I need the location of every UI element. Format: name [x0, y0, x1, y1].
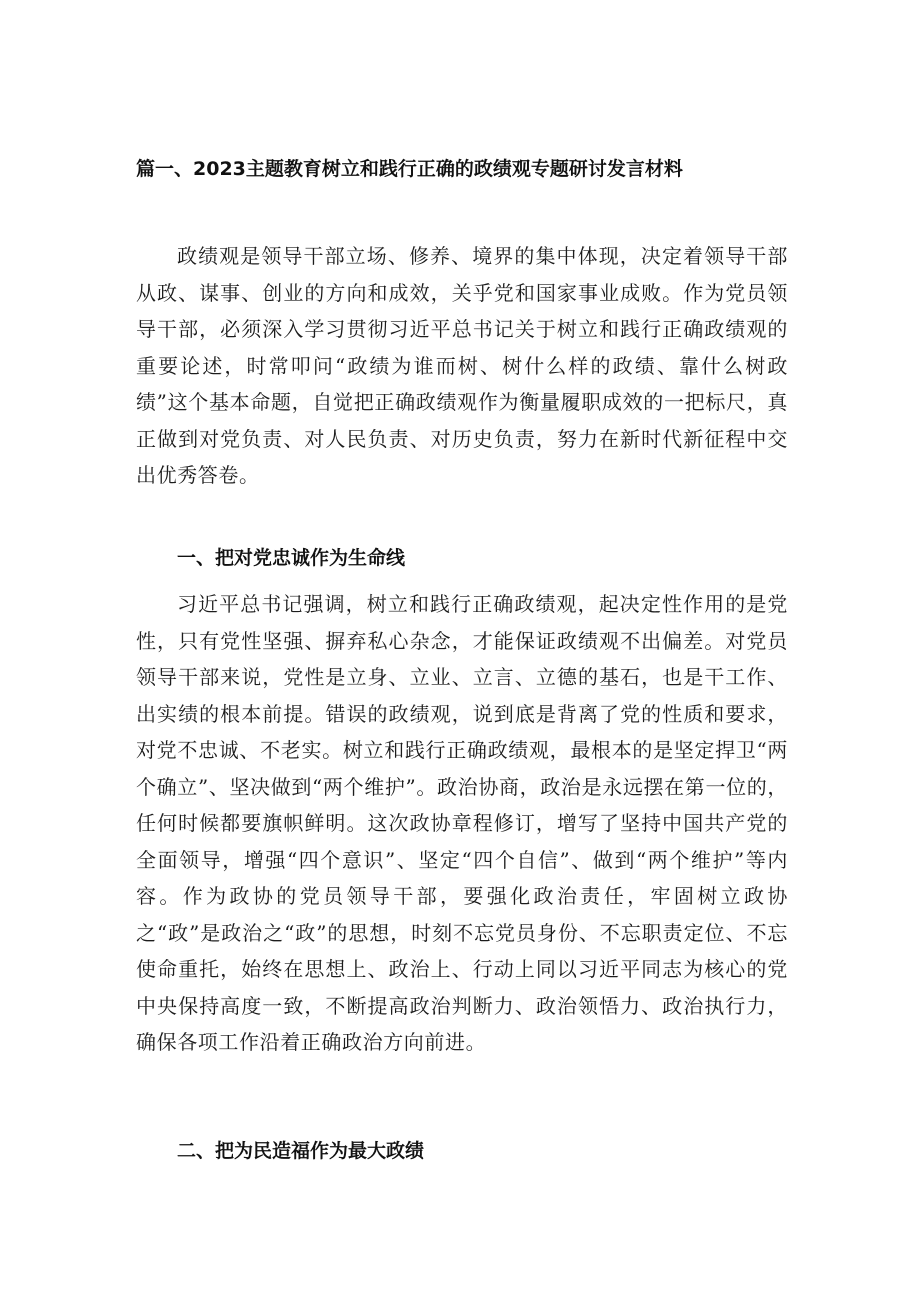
document-title: 篇一、2023主题教育树立和践行正确的政绩观专题研讨发言材料 [136, 158, 683, 180]
section-heading-1: 一、把对党忠诚作为生命线 [177, 547, 406, 569]
intro-paragraph: 政绩观是领导干部立场、修养、境界的集中体现，决定着领导干部从政、谋事、创业的方向和成效，关乎党和国家事业成败。作为党员领导干部，必须深入学习贯彻习近平总书记关于树立和践行正确政绩观的重要论述，时常叩问“政绩为谁而树、树什么样的政绩、靠什么树政绩”这个基本命题，自觉把正确政绩观作为衡量履职成效的一把标尺，真正做到对党负责、对人民负责、对历史负责，努力在新时代新征程中交出优秀答卷。 [136, 244, 788, 487]
section-heading-2: 二、把为民造福作为最大政绩 [177, 1140, 425, 1162]
section-1-paragraph: 习近平总书记强调，树立和践行正确政绩观，起决定性作用的是党性，只有党性坚强、摒弃私心杂念，才能保证政绩观不出偏差。对党员领导干部来说，党性是立身、立业、立言、立德的基石，也是干工作、出实绩的根本前提。错误的政绩观，说到底是背离了党的性质和要求，对党不忠诚、不老实。树立和践行正确政绩观，最根本的是坚定捍卫“两个确立”、坚决做到“两个维护”。政治协商，政治是永远摆在第一位的，任何时候都要旗帜鲜明。这次政协章程修订，增写了坚持中国共产党的全面领导，增强“四个意识”、坚定“四个自信”、做到“两个维护”等内容。作为政协的党员领导干部，要强化政治责任，牢固树立政协之“政”是政治之“政”的思想，时刻不忘党员身份、不忘职责定位、不忘使命重托，始终在思想上、政治上、行动上同以习近平同志为核心的党中央保持高度一致，不断提高政治判断力、政治领悟力、政治执行力，确保各项工作沿着正确政治方向前进。 [136, 592, 788, 1054]
